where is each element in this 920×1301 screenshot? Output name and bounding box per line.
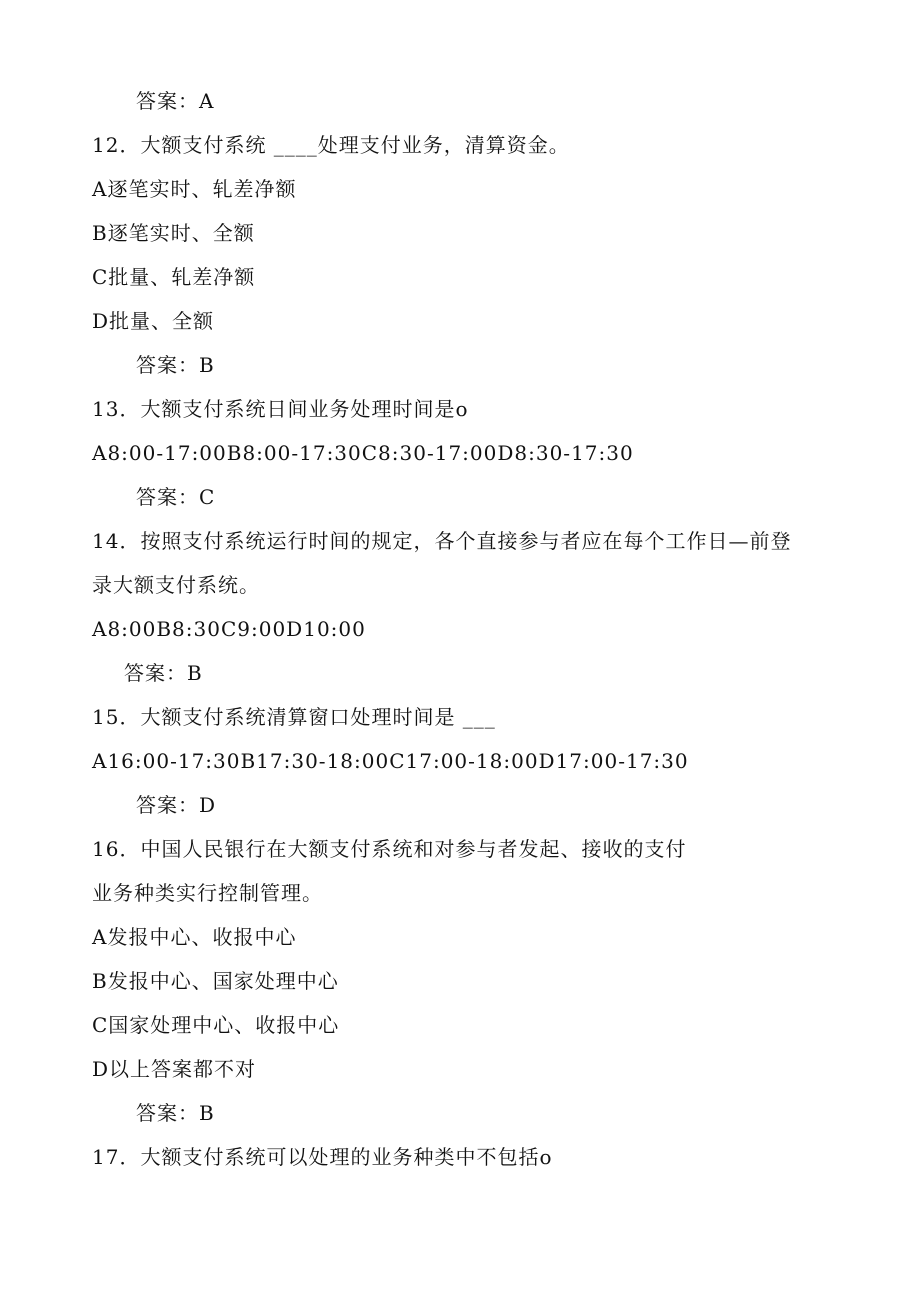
option-16-d: D以上答案都不对 [92, 1057, 257, 1081]
options-13: A8:00-17:00B8:00-17:30C8:30-17:00D8:30-17:30 [92, 441, 634, 465]
question-14-line-2: 录大额支付系统。 [92, 573, 260, 597]
answer-15: 答案：D [136, 793, 217, 817]
question-14-line-1: 14．按照支付系统运行时间的规定，各个直接参与者应在每个工作日—前登 [92, 529, 792, 553]
answer-12: 答案：B [136, 353, 215, 377]
answer-14: 答案：B [124, 661, 203, 685]
option-12-a: A逐笔实时、轧差净额 [92, 177, 297, 201]
question-17: 17．大额支付系统可以处理的业务种类中不包括o [92, 1145, 553, 1169]
answer-16: 答案：B [136, 1101, 215, 1125]
option-16-c: C国家处理中心、收报中心 [92, 1013, 340, 1037]
options-14: A8:00B8:30C9:00D10:00 [92, 617, 366, 641]
answer-11: 答案：A [136, 89, 215, 113]
question-12: 12．大额支付系统 ____处理支付业务，清算资金。 [92, 133, 570, 157]
option-12-b: B逐笔实时、全额 [92, 221, 255, 245]
question-15: 15．大额支付系统清算窗口处理时间是 ___ [92, 705, 496, 729]
question-13: 13．大额支付系统日间业务处理时间是o [92, 397, 469, 421]
option-16-a: A发报中心、收报中心 [92, 925, 297, 949]
option-12-d: D批量、全额 [92, 309, 215, 333]
question-16-line-2: 业务种类实行控制管理。 [92, 881, 323, 905]
question-16-line-1: 16．中国人民银行在大额支付系统和对参与者发起、接收的支付 [92, 837, 687, 861]
option-16-b: B发报中心、国家处理中心 [92, 969, 339, 993]
option-12-c: C批量、轧差净额 [92, 265, 256, 289]
answer-13: 答案：C [136, 485, 216, 509]
options-15: A16:00-17:30B17:30-18:00C17:00-18:00D17:00-17:30 [92, 749, 689, 773]
